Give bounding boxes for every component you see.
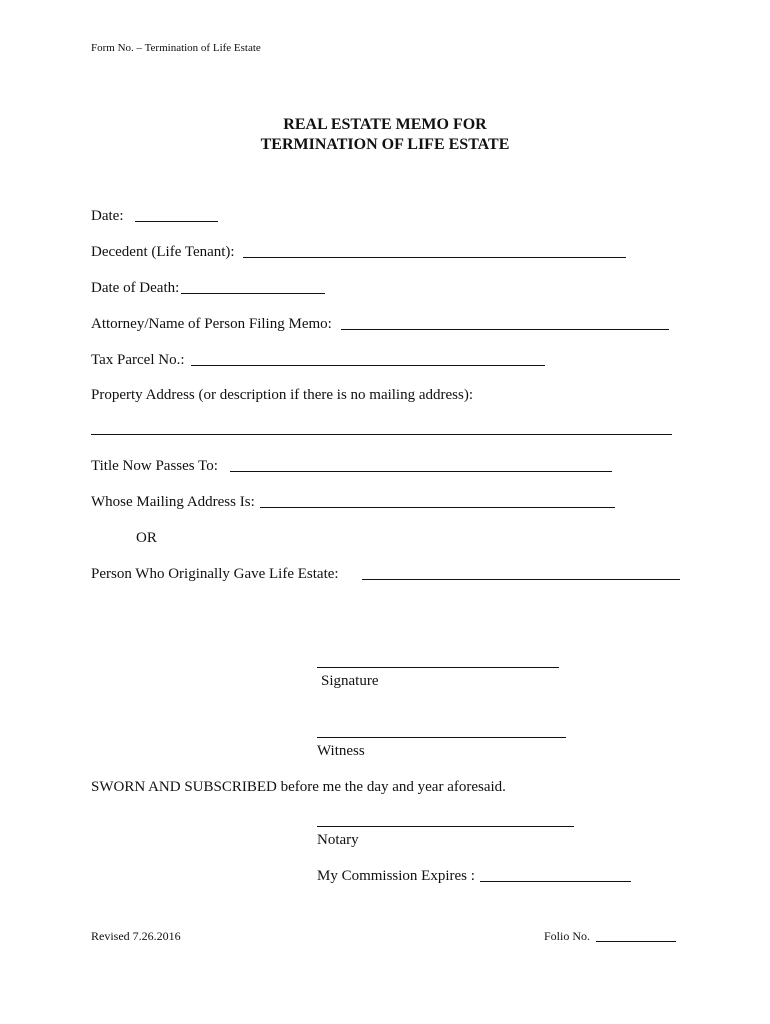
- witness-label: Witness: [317, 743, 365, 759]
- folio-label: Folio No.: [544, 929, 591, 943]
- notary-label: Notary: [317, 832, 359, 848]
- attorney-label: Attorney/Name of Person Filing Memo:: [91, 316, 332, 332]
- commission-expires-label: My Commission Expires :: [317, 868, 475, 884]
- original-grantor-field[interactable]: [362, 579, 680, 580]
- decedent-label: Decedent (Life Tenant):: [91, 244, 235, 260]
- original-grantor-label: Person Who Originally Gave Life Estate:: [91, 566, 339, 582]
- property-address-label: Property Address (or description if there is no mailing address):: [91, 387, 474, 403]
- form-title-line-1: REAL ESTATE MEMO FOR: [283, 116, 487, 133]
- signature-label: Signature: [321, 673, 379, 689]
- revised-date: Revised 7.26.2016: [91, 929, 181, 943]
- tax-parcel-field[interactable]: [191, 365, 545, 366]
- title-passes-field[interactable]: [230, 471, 612, 472]
- or-label: OR: [136, 530, 157, 546]
- notary-line[interactable]: [317, 826, 574, 827]
- title-passes-label: Title Now Passes To:: [91, 458, 218, 474]
- folio-field[interactable]: [596, 941, 676, 942]
- commission-expires-field[interactable]: [480, 881, 631, 882]
- tax-parcel-label: Tax Parcel No.:: [91, 352, 185, 368]
- signature-line[interactable]: [317, 667, 559, 668]
- date-of-death-field[interactable]: [181, 293, 325, 294]
- decedent-field[interactable]: [243, 257, 626, 258]
- date-of-death-label: Date of Death:: [91, 280, 180, 296]
- date-field[interactable]: [135, 221, 218, 222]
- witness-line[interactable]: [317, 737, 566, 738]
- form-number-header: Form No. – Termination of Life Estate: [91, 42, 261, 54]
- mailing-address-field[interactable]: [260, 507, 615, 508]
- mailing-address-label: Whose Mailing Address Is:: [91, 494, 255, 510]
- property-address-field[interactable]: [91, 434, 672, 435]
- attorney-field[interactable]: [341, 329, 669, 330]
- form-title-line-2: TERMINATION OF LIFE ESTATE: [260, 136, 510, 153]
- sworn-statement: SWORN AND SUBSCRIBED before me the day and year aforesaid.: [91, 779, 506, 795]
- date-label: Date:: [91, 208, 124, 224]
